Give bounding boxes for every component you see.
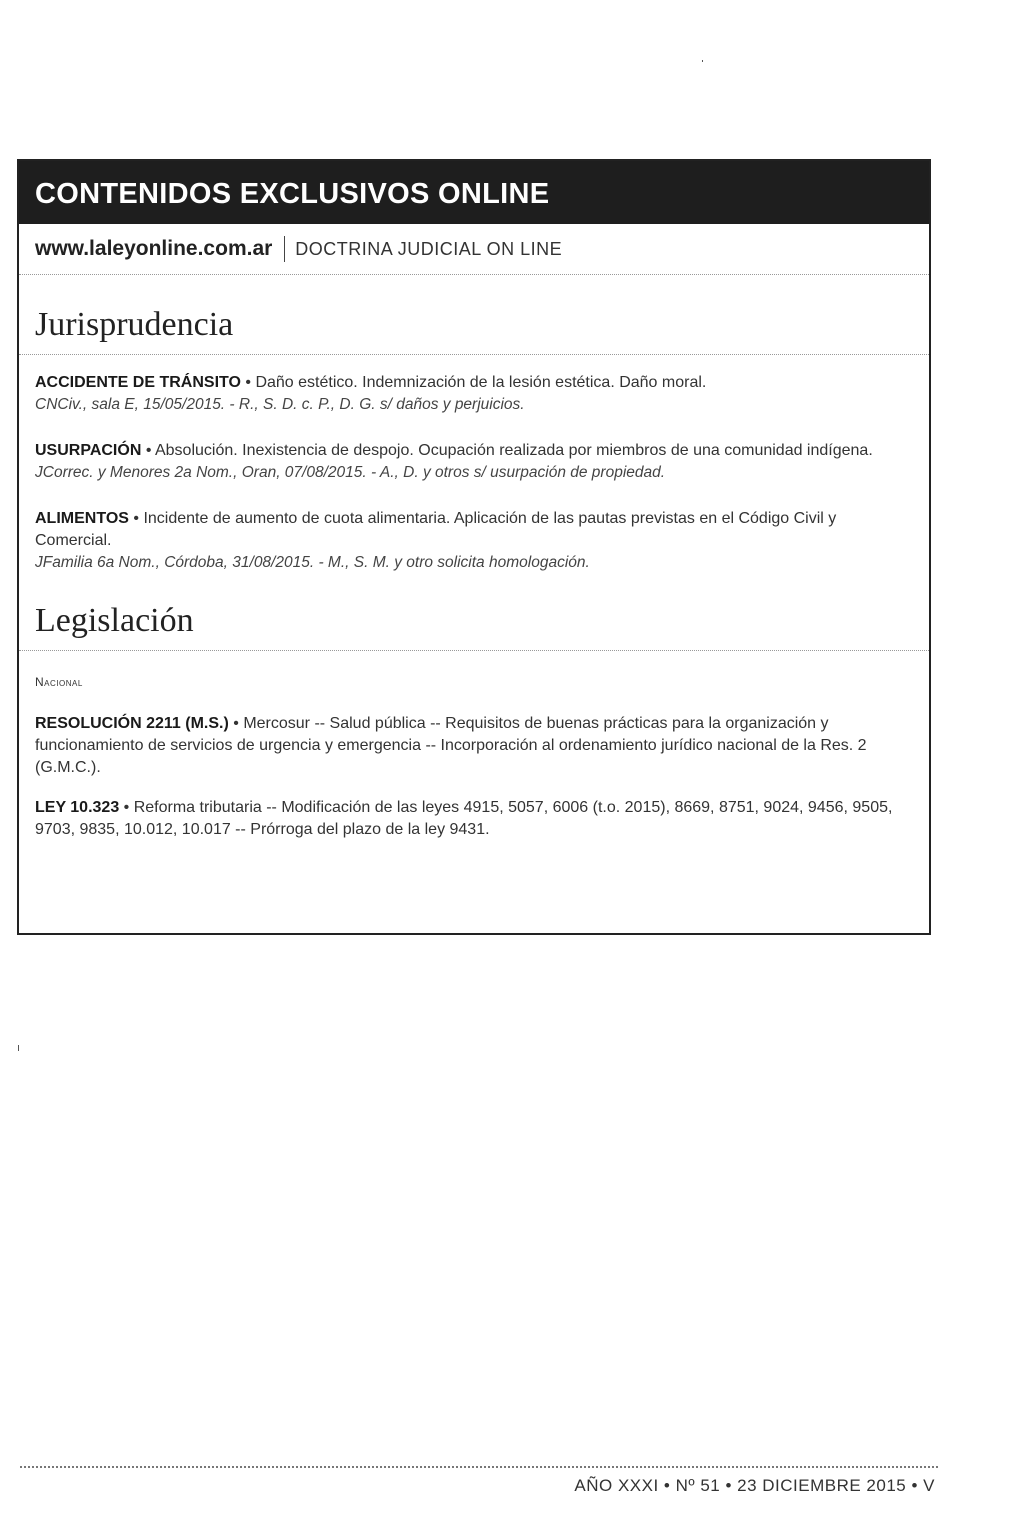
entry-head: ACCIDENTE DE TRÁNSITO: [35, 374, 241, 391]
jurisprudencia-entry: [19, 372, 929, 416]
site-line: [19, 224, 929, 275]
page-footer: AÑO XXXI • Nº 51 • 23 DICIEMBRE 2015 • V: [574, 1476, 935, 1495]
entry-citation: JFamilia 6a Nom., Córdoba, 31/08/2015. - M., S. M. y otro solicita homologación.: [35, 554, 590, 571]
legislacion-entry: [19, 797, 929, 841]
entry-citation: JCorrec. y Menores 2a Nom., Oran, 07/08/2015. - A., D. y otros s/ usurpación de propiedad.: [35, 464, 666, 481]
entry-head: USURPACIÓN: [35, 442, 142, 459]
scan-mark: [702, 60, 703, 62]
entry-body: Daño estético. Indemnización de la lesión estética. Daño moral.: [255, 374, 707, 391]
entry-bullet: •: [128, 510, 144, 527]
banner-title: CONTENIDOS EXCLUSIVOS ONLINE: [19, 161, 929, 224]
entry-citation: CNCiv., sala E, 15/05/2015. - R., S. D. c. P., D. G. s/ daños y perjuicios.: [35, 396, 525, 413]
entry-head: LEY 10.323: [35, 799, 120, 816]
entry-head: RESOLUCIÓN 2211 (M.S.): [35, 715, 229, 732]
legislacion-entry: [19, 713, 929, 779]
section-title-jurisprudencia: Jurisprudencia: [35, 306, 234, 343]
entry-body: Mercosur -- Salud pública -- Requisitos de buenas prácticas para la organización y funcionamiento de servicios de urgencia y emergencia -- Incorporación al ordenamiento jurídico nacional de la Res. 2 (G.M.C.).: [35, 715, 867, 776]
jurisprudencia-entry: [19, 508, 929, 574]
jurisprudencia-entry: [19, 440, 929, 484]
online-content-box: [17, 159, 931, 935]
site-url-link[interactable]: www.laleyonline.com.ar: [35, 237, 273, 260]
subhead-nacional: Nacional: [35, 675, 83, 689]
entry-body: Absolución. Inexistencia de despojo. Ocupación realizada por miembros de una comunidad indígena.: [154, 442, 873, 459]
site-subtitle: DOCTRINA JUDICIAL ON LINE: [295, 238, 563, 259]
entry-body: Incidente de aumento de cuota alimentaria. Aplicación de las pautas previstas en el Código Civil y Comercial.: [35, 510, 837, 549]
entry-body: Reforma tributaria -- Modificación de las leyes 4915, 5057, 6006 (t.o. 2015), 8669, 8751, 9024, 9456, 9505, 9703, 9835, 10.012, 10.017 -- Prórroga del plazo de la ley 9431.: [35, 799, 893, 838]
entry-head: ALIMENTOS: [35, 510, 129, 527]
entry-bullet: •: [240, 374, 256, 391]
footer-rule: [20, 1466, 938, 1468]
entry-bullet: •: [228, 715, 244, 732]
section-title-legislacion: Legislación: [35, 602, 194, 639]
scan-mark: [18, 1045, 19, 1051]
entry-bullet: •: [141, 442, 155, 459]
entry-bullet: •: [119, 799, 134, 816]
divider: [284, 236, 285, 262]
